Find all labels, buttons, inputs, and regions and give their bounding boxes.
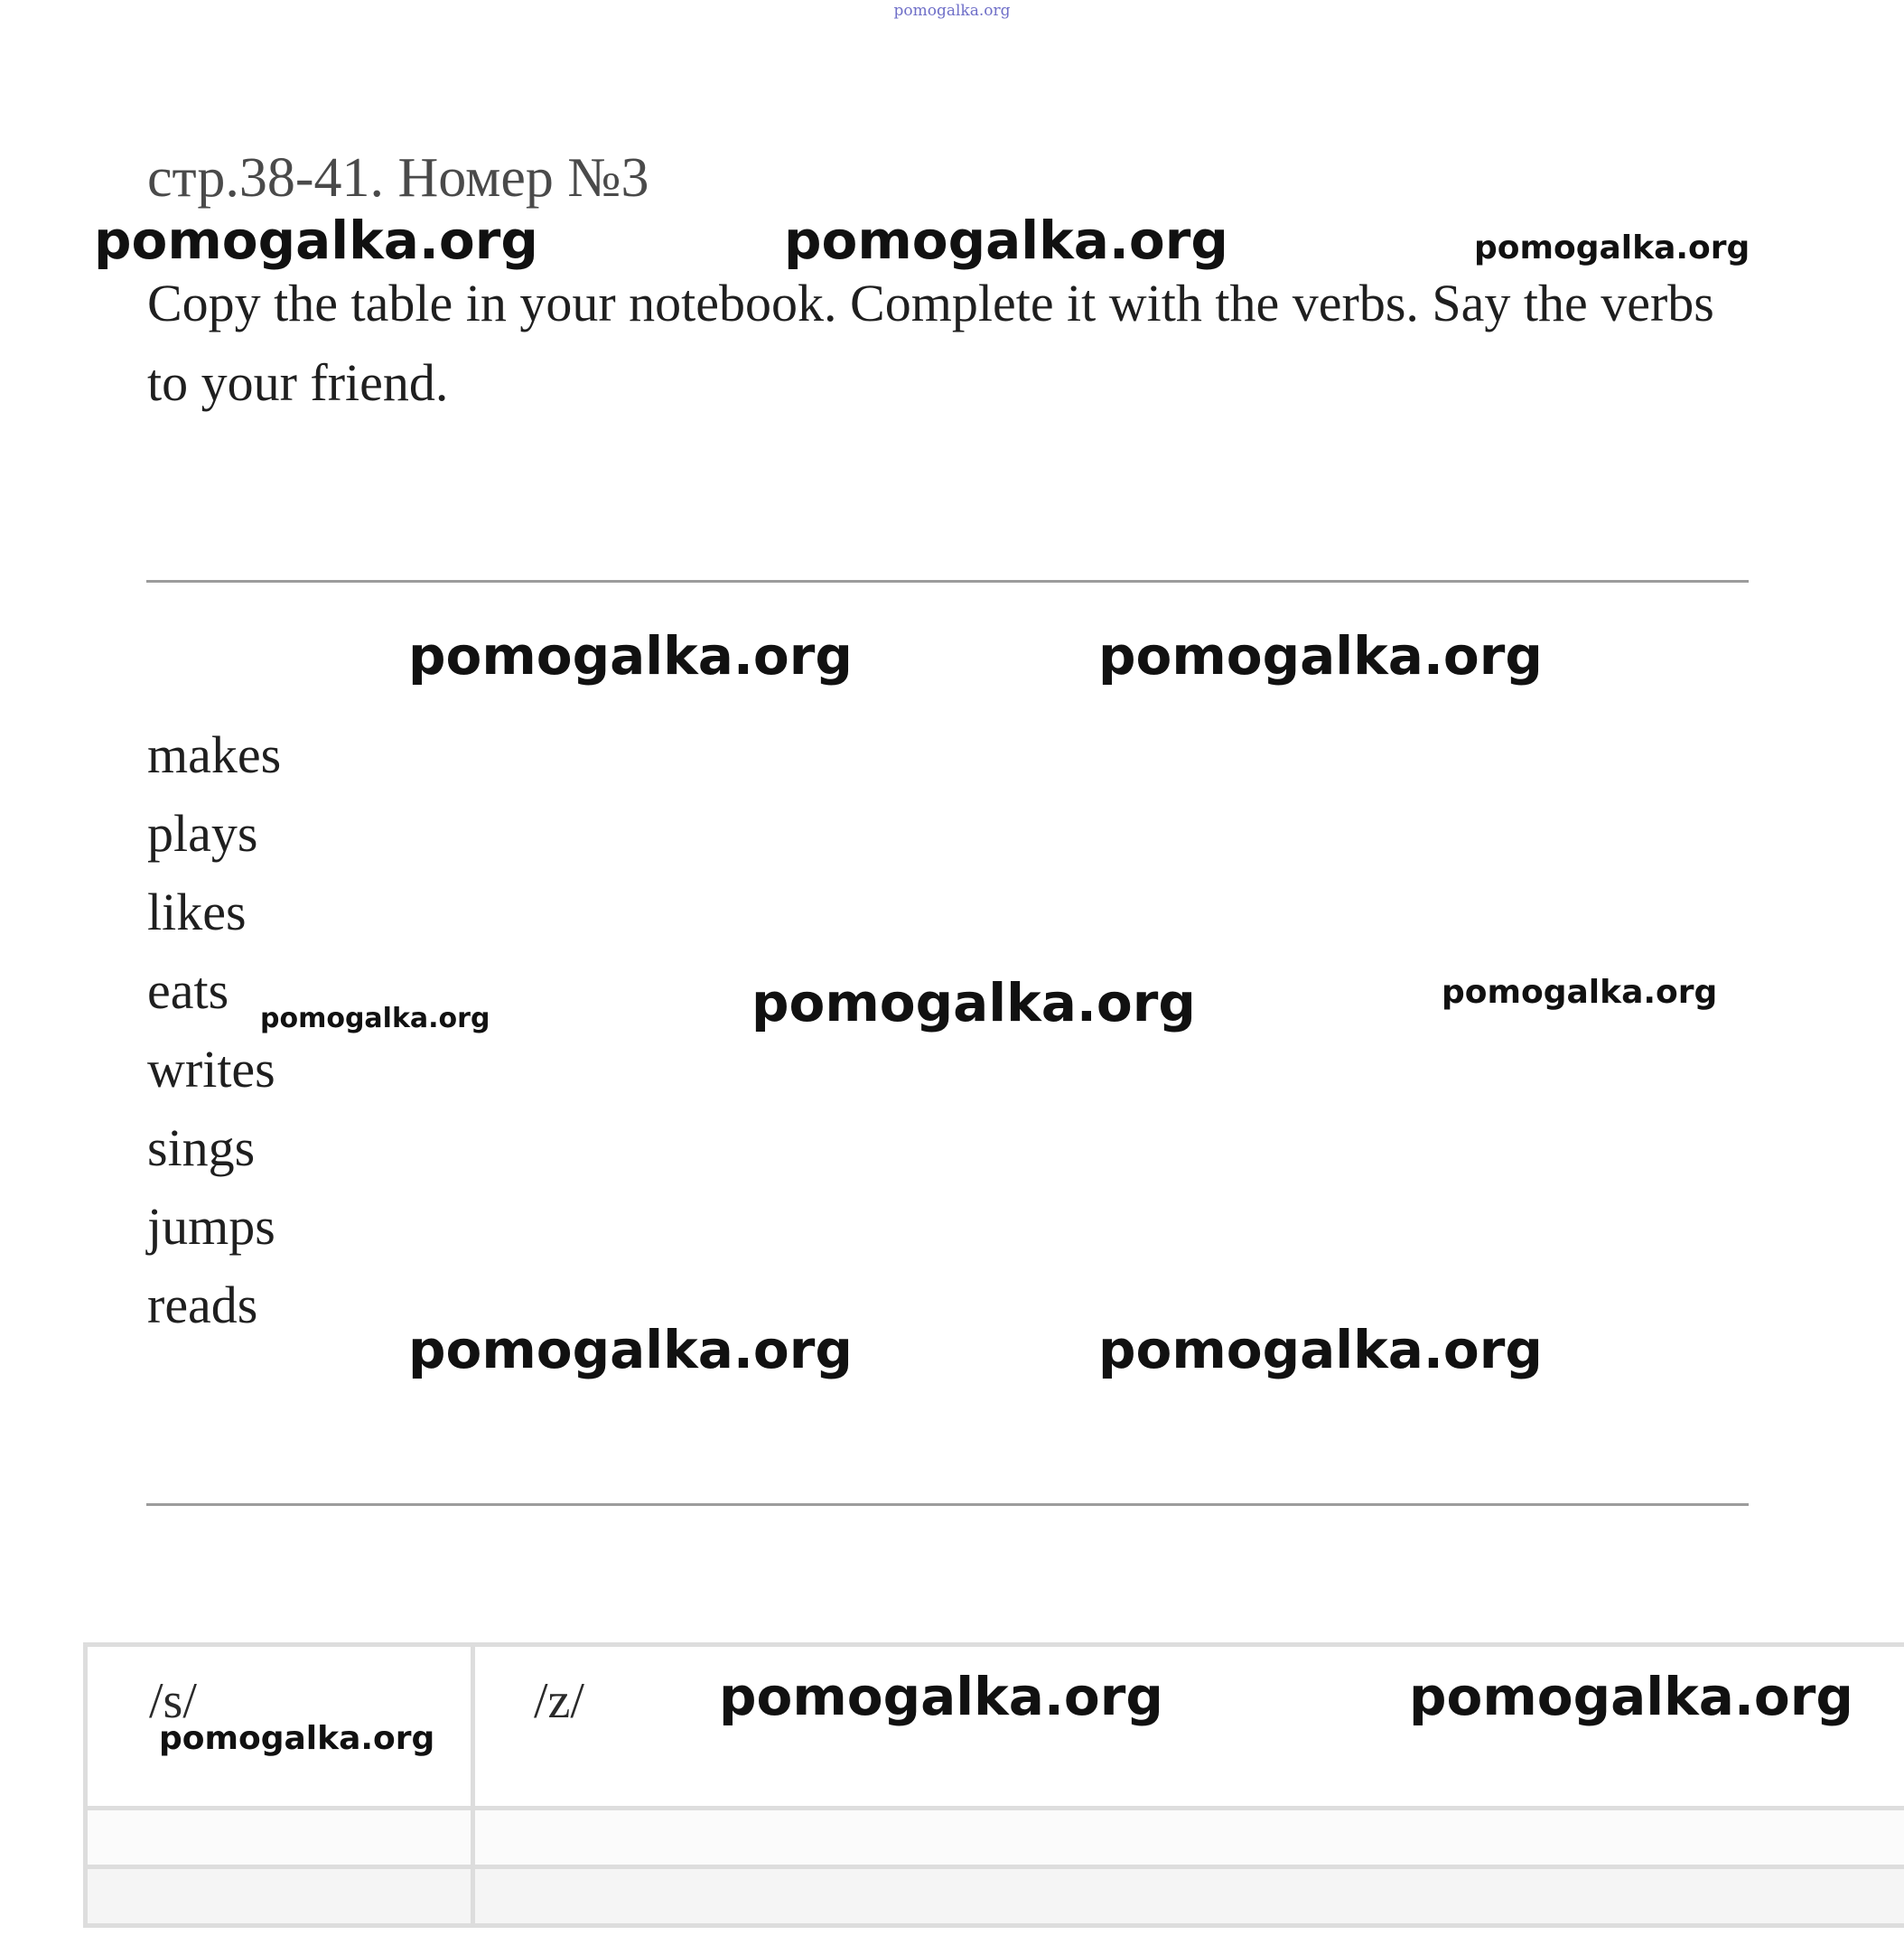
- watermark-text: pomogalka.org: [94, 210, 538, 271]
- verb-item: likes: [147, 883, 247, 941]
- verb-item: plays: [147, 804, 258, 863]
- verb-item: jumps: [147, 1197, 275, 1256]
- watermark-text: pomogalka.org: [408, 625, 853, 687]
- top-watermark: pomogalka.org: [893, 2, 1011, 20]
- watermark-text: pomogalka.org: [260, 1003, 490, 1034]
- watermark-text: pomogalka.org: [1442, 974, 1718, 1011]
- verb-item: makes: [147, 725, 282, 784]
- verb-item: eats: [147, 961, 229, 1020]
- table-cell: [86, 1867, 473, 1926]
- watermark-text: pomogalka.org: [751, 972, 1196, 1033]
- divider-top: [146, 580, 1749, 583]
- exercise-heading: стр.38-41. Номер №3: [147, 147, 649, 209]
- table-header-s: /s/: [86, 1645, 473, 1809]
- watermark-text: pomogalka.org: [1098, 1319, 1543, 1380]
- table-row: [86, 1809, 1904, 1867]
- instruction-text: Copy the table in your notebook. Complete it with the verbs. Say the verbs to your friend.: [147, 274, 1714, 412]
- divider-bottom: [146, 1503, 1749, 1506]
- verb-item: reads: [147, 1276, 258, 1334]
- watermark-text: pomogalka.org: [719, 1666, 1163, 1727]
- verb-item: writes: [147, 1040, 275, 1099]
- table-cell: [473, 1809, 1904, 1867]
- watermark-text: pomogalka.org: [1098, 625, 1543, 687]
- verb-item: sings: [147, 1118, 256, 1177]
- table-cell: [86, 1809, 473, 1867]
- table-header-z: /z/: [473, 1645, 1904, 1809]
- watermark-text: pomogalka.org: [159, 1720, 435, 1757]
- table-cell: [473, 1867, 1904, 1926]
- watermark-text: pomogalka.org: [408, 1319, 853, 1380]
- watermark-text: pomogalka.org: [784, 210, 1228, 271]
- table-row: [86, 1867, 1904, 1926]
- watermark-text: pomogalka.org: [1409, 1666, 1853, 1727]
- watermark-text: pomogalka.org: [1474, 229, 1750, 266]
